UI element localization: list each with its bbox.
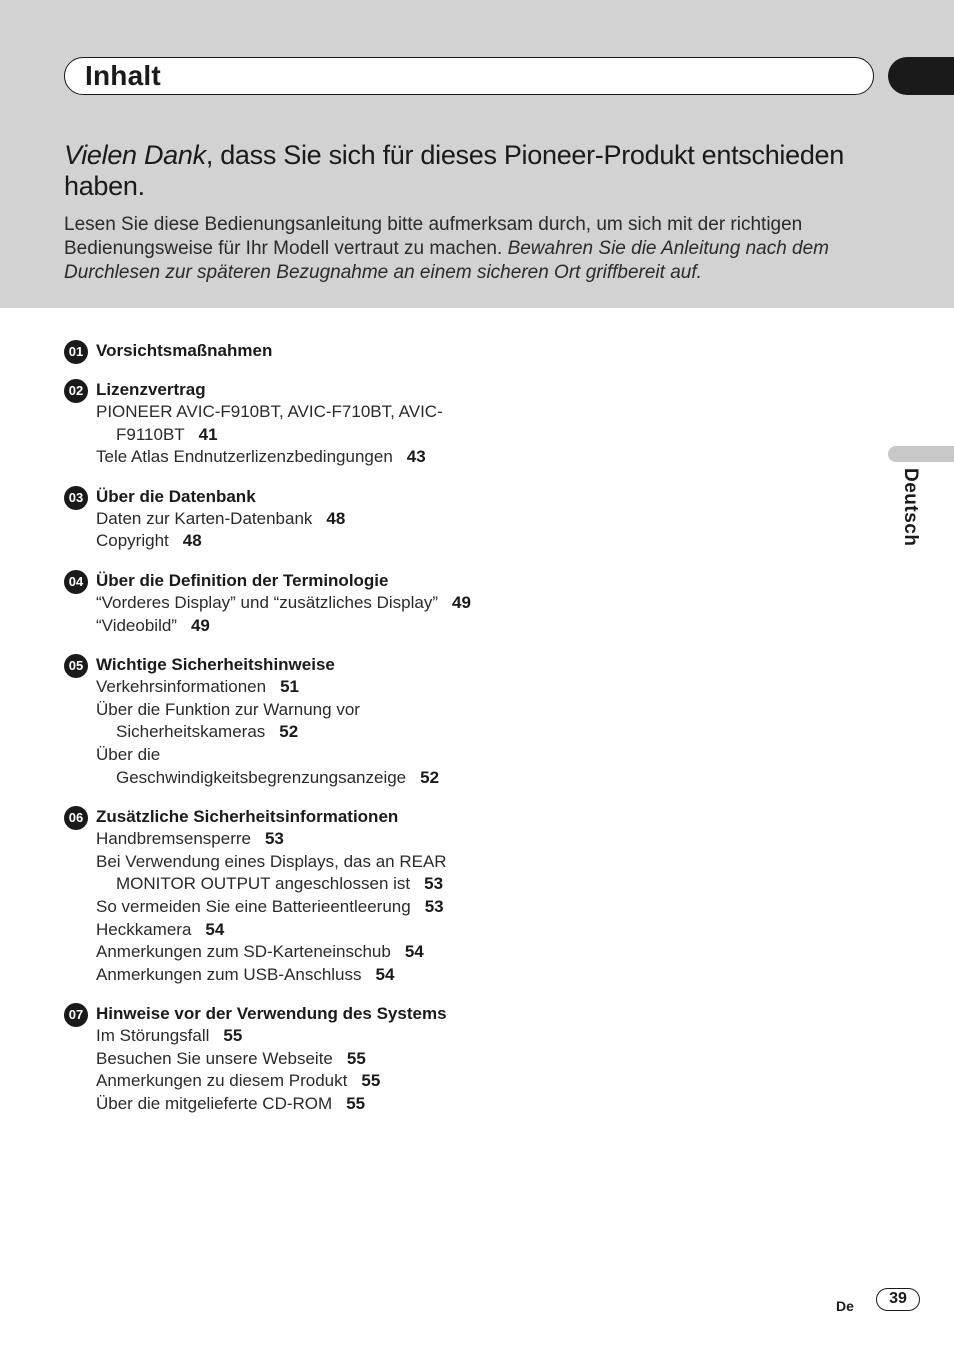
toc-entry-text: So vermeiden Sie eine Batterieentleerung — [96, 896, 411, 916]
toc-section-title[interactable]: Zusätzliche Sicherheitsinformationen — [96, 807, 399, 827]
chapter-number-badge: 01 — [64, 340, 88, 364]
toc-section — [64, 1002, 484, 1115]
headline-rest: , dass Sie sich für dieses Pioneer-Produkt entschieden haben. — [64, 140, 844, 201]
toc-entry[interactable] — [96, 919, 484, 942]
toc-entry-text: Im Störungsfall — [96, 1026, 210, 1046]
toc-entry-page: 43 — [406, 447, 426, 467]
page-number: 39 — [876, 1288, 920, 1311]
headline — [64, 140, 884, 202]
toc-entry-page: 54 — [404, 942, 424, 962]
toc-entry-page: 55 — [346, 1094, 366, 1114]
toc-entry-page: 55 — [223, 1026, 243, 1046]
toc-entry[interactable] — [96, 401, 484, 446]
toc-entry-text: Über die Funktion zur Warnung vor Sicherheitskameras — [96, 699, 360, 742]
intro-italic: Bewahren Sie die Anleitung nach dem Durchlesen zur späteren Bezugnahme an einem sicheren Ort griffbereit auf. — [64, 238, 830, 283]
toc-entry-text: “Vorderes Display” und “zusätzliches Display” — [96, 592, 439, 612]
toc-entry-page: 53 — [264, 829, 284, 849]
intro-normal: Lesen Sie diese Bedienungsanleitung bitte aufmerksam durch, um sich mit der richtigen Bedienungsweise für Ihr Modell vertraut zu machen. — [64, 214, 803, 259]
toc-entry[interactable] — [96, 941, 484, 964]
toc-entry-page: 55 — [346, 1048, 366, 1068]
chapter-number-badge: 02 — [64, 379, 88, 403]
chapter-number-badge: 05 — [64, 654, 88, 678]
toc-entry[interactable] — [96, 615, 484, 638]
toc-entry[interactable] — [96, 744, 484, 789]
toc-entry-page: 54 — [375, 964, 395, 984]
toc-entry-page: 53 — [424, 896, 444, 916]
toc-entry[interactable] — [96, 676, 484, 699]
toc-section — [64, 339, 484, 362]
chapter-number-badge: 03 — [64, 486, 88, 510]
toc-entry[interactable] — [96, 1048, 484, 1071]
headline-italic: Vielen Dank — [64, 140, 206, 170]
chapter-number-badge: 06 — [64, 806, 88, 830]
language-label: Deutsch — [900, 468, 921, 547]
toc-entry-page: 41 — [198, 424, 218, 444]
toc-section — [64, 805, 484, 986]
toc-entry-text: Anmerkungen zu diesem Produkt — [96, 1071, 348, 1091]
toc-entry-page: 53 — [424, 874, 444, 894]
toc-entry-text: Besuchen Sie unsere Webseite — [96, 1048, 333, 1068]
toc-entry-page: 49 — [190, 615, 210, 635]
toc-entry-page: 52 — [279, 722, 299, 742]
toc-entry-page: 54 — [205, 919, 225, 939]
toc-entry[interactable] — [96, 446, 484, 469]
toc-entry[interactable] — [96, 1093, 484, 1116]
toc-entry-page: 55 — [361, 1071, 381, 1091]
toc-section-title[interactable]: Vorsichtsmaßnahmen — [96, 341, 273, 360]
toc-entry-text: Anmerkungen zum SD-Karteneinschub — [96, 942, 391, 962]
toc-entry-text: Über die Geschwindigkeitsbegrenzungsanzeige — [96, 744, 407, 787]
toc-entry-text: Verkehrsinformationen — [96, 677, 267, 697]
chapter-tab-marker — [888, 57, 954, 95]
toc-entry-text: Heckkamera — [96, 919, 192, 939]
toc-entry-page: 52 — [420, 767, 440, 787]
toc-entry-text: PIONEER AVIC-F910BT, AVIC-F710BT, AVIC-F9110BT — [96, 402, 443, 444]
toc-entry-text: Über die mitgelieferte CD-ROM — [96, 1094, 333, 1114]
intro-paragraph — [64, 213, 884, 285]
chapter-number-badge: 07 — [64, 1003, 88, 1027]
toc-entry-page: 48 — [182, 531, 202, 551]
toc-entry-text: Copyright — [96, 531, 169, 551]
toc-section — [64, 378, 484, 469]
toc-entry[interactable] — [96, 964, 484, 987]
toc-entry-page: 49 — [452, 592, 471, 612]
toc-entry-page: 48 — [326, 508, 346, 528]
language-tab-marker — [888, 446, 954, 462]
toc-entry[interactable] — [96, 508, 484, 531]
toc-section-title[interactable]: Über die Datenbank — [96, 486, 256, 506]
toc-entry[interactable] — [96, 699, 484, 744]
toc-section-title[interactable]: Hinweise vor der Verwendung des Systems — [96, 1004, 447, 1024]
table-of-contents — [64, 339, 484, 1132]
chapter-number-badge: 04 — [64, 570, 88, 594]
toc-entry-text: Bei Verwendung eines Displays, das an REAR MONITOR OUTPUT angeschlossen ist — [96, 851, 447, 894]
toc-entry-text: “Videobild” — [96, 615, 177, 635]
toc-section — [64, 653, 484, 789]
toc-entry[interactable] — [96, 828, 484, 851]
page-title: Inhalt — [85, 60, 161, 91]
toc-section-title[interactable]: Über die Definition der Terminologie — [96, 570, 389, 590]
toc-entry-text: Handbremsensperre — [96, 829, 251, 849]
toc-entry[interactable] — [96, 1070, 484, 1093]
toc-entry-page: 51 — [280, 677, 300, 697]
toc-entry[interactable] — [96, 896, 484, 919]
toc-entry[interactable] — [96, 851, 484, 896]
toc-section — [64, 569, 484, 637]
toc-entry-text: Daten zur Karten-Datenbank — [96, 508, 313, 528]
section-title-pill — [64, 57, 874, 95]
toc-section-title[interactable]: Lizenzvertrag — [96, 380, 206, 399]
toc-entry[interactable] — [96, 1025, 484, 1048]
footer-language-code: De — [836, 1298, 854, 1314]
toc-entry[interactable] — [96, 592, 484, 615]
toc-entry-text: Anmerkungen zum USB-Anschluss — [96, 964, 362, 984]
toc-section-title[interactable]: Wichtige Sicherheitshinweise — [96, 655, 335, 675]
toc-entry[interactable] — [96, 530, 484, 553]
toc-section — [64, 485, 484, 553]
toc-entry-text: Tele Atlas Endnutzerlizenzbedingungen — [96, 447, 393, 467]
